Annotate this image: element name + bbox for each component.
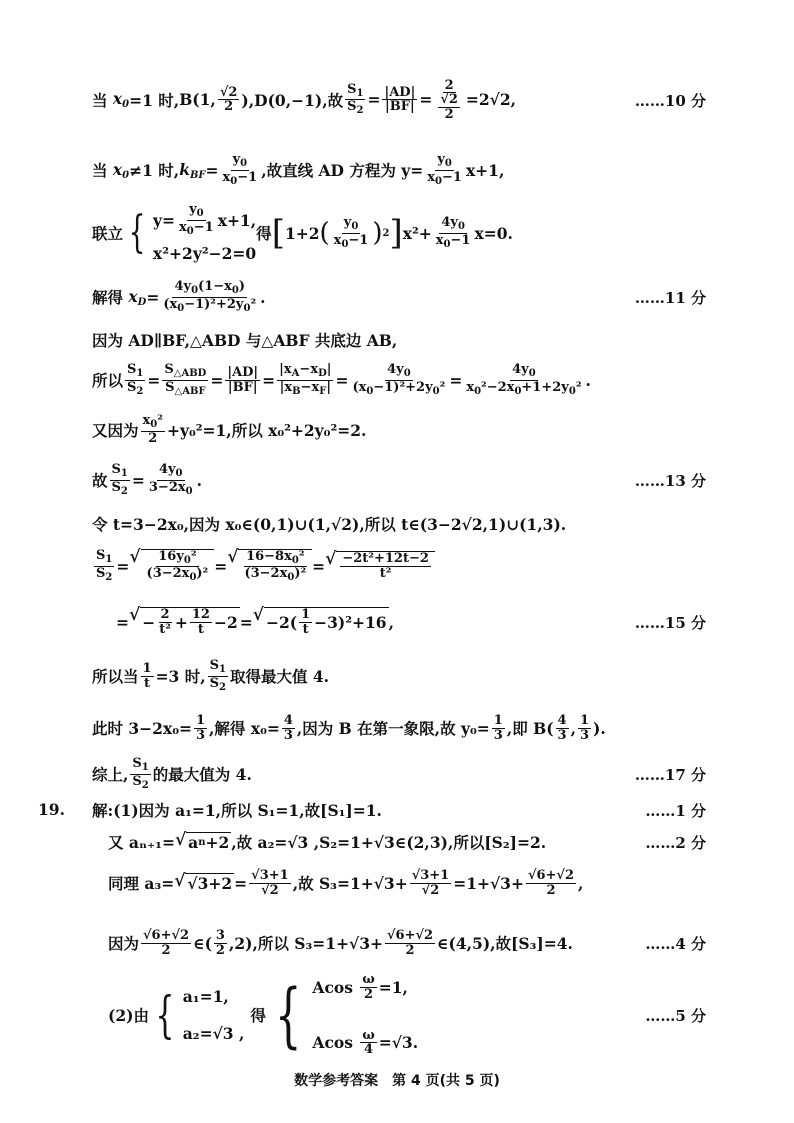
equation-system: y= $\frac{y_0}{x_0-1}$ x+1, x²+2y²−2=0 <box>153 202 257 263</box>
equation-system: Acos $\frac{\omega}{2}$ =1, Acos $\frac{\omega}{4}$ =√3. <box>312 972 419 1058</box>
text: 得 <box>250 1006 266 1025</box>
line-therefore: 故 $\frac{S_1}{S_2}$ = $\frac{4y_0}{3-2x_0}$ . ……13 分 <box>92 462 706 497</box>
line-q19-3: 同理 a₃= √ √3+2 = $\frac{√3+1}{√2}$ ,故 S₃=1+√3+ $\frac{√3+1}{√2}$ =1+√3+ $\frac{√6+√2}{2}$ , <box>108 867 584 898</box>
text: 解得 <box>92 288 124 307</box>
math: $x_0$ <box>107 89 130 111</box>
score: ……13 分 <box>634 471 706 490</box>
math: $x_0$ <box>107 159 130 181</box>
text: 所以 <box>92 371 124 390</box>
text: Acos <box>312 977 353 997</box>
line-point-b: 此时 3−2x₀= $\frac{1}{3}$ ,解得 x₀= $\frac{4}{3}$ ,因为 B 在第一象限,故 y₀= $\frac{1}{3}$ ,即 B( $\frac{4}{3}$ , $\frac{1}{3}$ ). <box>92 712 606 743</box>
text: (2)由 <box>108 1006 149 1025</box>
text: a₁=1, <box>182 987 229 1006</box>
text: 又因为 <box>92 420 139 440</box>
text: ,2),所以 S₃=1+√3+ <box>228 934 383 953</box>
brace: { <box>128 207 146 258</box>
line-substitution <box>92 512 706 536</box>
text: = <box>367 90 381 110</box>
question-number: 19. <box>38 800 65 819</box>
text: x+1, <box>465 160 505 180</box>
line-q19-5 <box>108 970 706 1060</box>
score: ……1 分 <box>645 801 706 820</box>
score: ……17 分 <box>634 765 706 784</box>
equation-system <box>183 987 245 1043</box>
text: =√3. <box>378 1033 419 1053</box>
fraction: $\frac{√2}{2}$ <box>219 84 238 115</box>
score: ……15 分 <box>634 613 706 632</box>
text: ,故直线 AD 方程为 y= <box>261 161 424 180</box>
score: ……5 分 <box>645 1006 706 1025</box>
line-sqrt-chain-2: = √ − $\frac{2}{\text{t²}}$ + $\frac{12}{t}$ −2 = √ −2( $\frac{1}{t}$ −3)²+16 , ……15 分 <box>116 605 706 637</box>
text: ,即 B( <box>506 719 554 738</box>
text: = <box>205 160 219 180</box>
line-parallel <box>92 328 706 352</box>
line-solve-xd: 解得 $x_D$ = $\frac{4y_0(1-x_0)}{(x_0-1)^2+2y_0^2}$ . ……11 分 <box>92 279 706 314</box>
line-max-condition: 所以当 $\frac{1}{t}$ =3 时, $\frac{S_1}{S_2}$ 取得最大值 4. <box>92 658 330 693</box>
text: 令 t=3−2x₀,因为 x₀∈(0,1)∪(1,√2),所以 t∈(3−2√2,1)∪(1,3). <box>92 515 567 534</box>
line-ratio: 所以 $\frac{S_1}{S_2}$ = $\frac{S_{\triangle ABD}}{S_{\triangle ABF}}$ = $\frac{|AD|}{|BF|}$ = $\frac{|x_A-x_D|}{|x_B-x_F|}$ = $\frac{4y_0}{(x_0-1)^2+2y_0^2}$ = $\frac{4y_0}{x_0^2-2x_0+1+2y_0^2}$ . <box>92 362 591 397</box>
brace: { <box>274 974 302 1056</box>
text: ). <box>593 718 606 738</box>
text: ,故 a₂=√3 ,S₂=1+√3∈(2,3),所以[S₂]=2. <box>231 833 547 852</box>
score: ……4 分 <box>645 934 706 953</box>
fraction: $\frac{y_0}{x_0-1}$ <box>427 152 462 187</box>
text: ≠1 时, <box>129 161 180 180</box>
text: 当 <box>92 161 108 180</box>
text: x=0. <box>474 223 513 243</box>
text: 联立 <box>92 224 124 243</box>
score: ……11 分 <box>634 288 706 307</box>
text: ,因为 B 在第一象限,故 y₀= <box>296 719 490 738</box>
text: ,故 S₃=1+√3+ <box>292 874 408 893</box>
text: 此时 3−2x₀= <box>92 719 192 738</box>
text: 所以当 <box>92 667 139 686</box>
text: +y₀²=1,所以 x₀²+2y₀²=2. <box>166 420 367 440</box>
text: = <box>234 873 248 893</box>
text: , <box>578 873 584 893</box>
text: 当 <box>92 90 108 110</box>
text: 故 <box>92 471 108 490</box>
text: 取得最大值 4. <box>230 667 330 686</box>
line-ellipse: 又因为 $\frac{x_0^2}{2}$ +y₀²=1,所以 x₀²+2y₀²=2. <box>92 413 367 446</box>
text: =1 时, <box>129 90 180 110</box>
brace: { <box>155 986 175 1044</box>
text: x²+ <box>402 223 432 243</box>
fraction: $\frac{4y_0(1-x_0)}{(x_0-1)^2+2y_0^2}$ <box>163 279 257 314</box>
text: 综上, <box>92 765 129 784</box>
text: =1, <box>378 977 408 997</box>
text: =1+√3+ <box>453 873 524 893</box>
fraction: $\frac{S_1}{S_2}$ <box>347 81 364 117</box>
line-sqrt-chain-1: $\frac{S_1}{S_2}$ = √ $\frac{16y_0^2}{(3-2x_0)^2}$ = √ $\frac{16-8x_0^2}{(3-2x_0)^2}$ = √ $\frac{\text{−2t²+12t−2}}{\text{t²}}$ <box>92 542 706 590</box>
text: 又 aₙ₊₁= <box>108 833 175 852</box>
score: ……2 分 <box>645 833 706 852</box>
text: B(1, <box>179 90 216 110</box>
line-simultaneous: 联立 { y= $\frac{y_0}{x_0-1}$ x+1, x²+2y²−2=0 得 [ 1+2 ( $\frac{y_0}{x_0-1}$ ) 2 ] x²+ $\frac{4y_0}{x_0-1}$ x=0. <box>92 202 513 263</box>
fraction: $\frac{2}{\frac{√2}{2}}$ <box>440 77 458 122</box>
text: 因为 AD∥BF,△ABD 与△ABF 共底边 AB, <box>92 331 398 350</box>
line-case-x0-eq-1: 当 $x_0$ =1 时, B(1, $\frac{√2}{2}$ ),D(0,−1),故 $\frac{S_1}{S_2}$ = $\frac{|AD|}{|BF|}$ = $\frac{2}{\frac{√2}{2}}$ =2√2, ……10 分 <box>92 77 706 122</box>
text: a₂=√3 , <box>182 1024 245 1043</box>
fraction: $\frac{|AD|}{|BF|}$ <box>384 84 416 115</box>
text: 的最大值为 4. <box>152 765 252 784</box>
text: ,解得 x₀= <box>209 719 280 738</box>
math: $k_{BF}$ <box>179 159 206 181</box>
line-q19-2: 又 aₙ₊₁= √ a n +2 ,故 a₂=√3 ,S₂=1+√3∈(2,3),所以[S₂]=2. ……2 分 <box>108 830 706 852</box>
fraction: $\frac{4y_0}{x_0-1}$ <box>435 215 471 250</box>
text: Acos <box>312 1033 353 1053</box>
line-q19-4: 因为 $\frac{√6+√2}{2}$ ∈( $\frac{3}{2}$ ,2),所以 S₃=1+√3+ $\frac{√6+√2}{2}$ ∈(4,5),故[S₃]=4. ……4 分 <box>108 927 706 958</box>
text: =2√2, <box>465 90 517 110</box>
text: ∈( <box>193 933 212 953</box>
line-case-x0-ne-1 <box>92 150 706 190</box>
line-q19-1 <box>92 797 706 823</box>
text: 同理 a₃= <box>108 874 175 893</box>
math: $x_D$ <box>123 286 147 308</box>
text: = <box>146 287 160 307</box>
text: =3 时, <box>155 667 206 686</box>
text: 得 <box>256 224 272 243</box>
text: 因为 <box>108 934 140 953</box>
page-footer: 数学参考答案 第 4 页(共 5 页) <box>294 1073 500 1089</box>
line-conclusion: 综上, $\frac{S_1}{S_2}$ 的最大值为 4. ……17 分 <box>92 756 706 791</box>
text: 解:(1)因为 a₁=1,所以 S₁=1,故[S₁]=1. <box>92 801 382 820</box>
fraction: $\frac{y_0}{x_0-1}$ <box>222 152 258 187</box>
text: ),D(0,−1),故 <box>241 90 344 110</box>
score: ……10 分 <box>634 91 706 110</box>
text: ∈(4,5),故[S₃]=4. <box>437 934 573 953</box>
